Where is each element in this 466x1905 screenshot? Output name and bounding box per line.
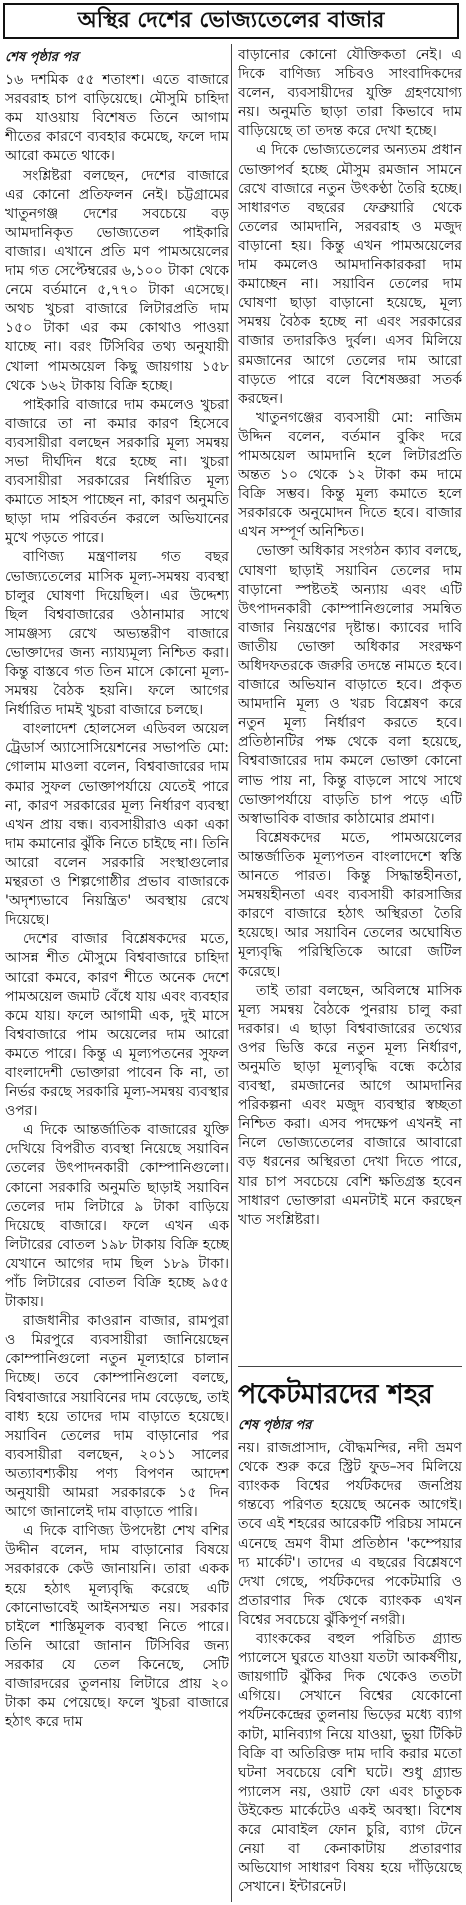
column-divider [231, 44, 232, 1902]
paragraph: বাণিজ্য মন্ত্রণালয় গত বছর ভোজ্যতেলের মাসিক মূল্য-সমন্বয় ব্যবস্থা চালুর ঘোষণা দিয়েছিল। এর উদ্দেশ্য ছিল বিশ্ববাজারের ওঠানামার সাথে সামঞ্জস্য রেখে অভ্যন্তরীণ বাজারে ভোক্তাদের জন্য ন্যায্যমূল্য নিশ্চিত করা। কিন্তু বাস্তবে গত তিন মাসে কোনো মূল্য-সমন্বয় বৈঠক হয়নি। ফলে আগের নির্ধারিত দামই খুচরা বাজারে চলছে। [5, 549, 229, 719]
paragraph: এ দিকে আন্তর্জাতিক বাজারের যুক্তি দেখিয়ে বিপরীত ব্যবস্থা নিয়েছে সয়াবিন তেলের উৎপাদনকারী কোম্পানিগুলো। কোনো সরকারি অনুমতি ছাড়াই সয়াবিন তেলের দাম লিটারে ৯ টাকা বাড়িয়ে দিয়েছে বাজারে। ফলে এখন এক লিটারের বোতল ১৯৮ টাকায় বিক্রি হচ্ছে যেখানে আগের দাম ছিল ১৮৯ টাকা। পাঁচ লিটারের বোতল বিক্রি হচ্ছে ৯৫৫ টাকায়। [5, 1122, 229, 1311]
paragraph: বিশ্লেষকদের মতে, পামঅয়েলের আন্তর্জাতিক মূল্যপতন বাংলাদেশে স্বস্তি আনতে পারত। কিন্তু সিদ্ধান্তহীনতা, সমন্বয়হীনতা এবং ব্যবসায়ী কারসাজির কারণে বাজারে হঠাৎ অস্থিরতা তৈরি হয়েছে। আর সয়াবিন তেলের অঘোষিত মূল্যবৃদ্ধি পরিস্থিতিকে আরো জটিল করেছে। [238, 829, 462, 980]
paragraph: নয়। রাজপ্রাসাদ, বৌদ্ধমন্দির, নদী ভ্রমণ থেকে শুরু করে স্ট্রিট ফুড–সব মিলিয়ে ব্যাংকক বিশ্বের পর্যটকদের জনপ্রিয় গন্তব্যে পরিণত হয়েছে অনেক আগেই। তবে এই শহরের আরেকটি পরিচয় সামনে এনেছে ভ্রমণ বীমা প্রতিষ্ঠান 'কম্পেয়ার দ্য মার্কেট'। তাদের এ বছরের বিশ্লেষণে দেখা গেছে, পর্যটকদের পকেটমারি ও প্রতারণার দিক থেকে ব্যাংকক এখন বিশ্বের সবচেয়ে ঝুঁকিপূর্ণ নগরী। [238, 1440, 462, 1628]
paragraph: বাংলাদেশ হোলসেল এডিবল অয়েল ট্রেডার্স অ্যাসোসিয়েশনের সভাপতি মো: গোলাম মাওলা বলেন, বিশ্ববাজারের দাম কমার সুফল ভোক্তাপর্যায়ে যেতেই পারে না, কারণ সরকারের মূল্য নির্ধারণ ব্যবস্থা এখন প্রায় বন্ধ। ব্যবসায়ীরাও একা একা দাম কমানোর ঝুঁকি নিতে চাইছে না। তিনি আরো বলেন সরকারি সংস্থাগুলোর মন্থরতা ও শিল্পগোষ্ঠীর প্রভাব বাজারকে 'অদৃশ্যভাবে নিয়ন্ত্রিত' অবস্থায় রেখে দিয়েছে। [5, 721, 229, 929]
article-separator [238, 1366, 462, 1367]
article2-headline: পকেটমারদের শহর [238, 1379, 433, 1410]
paragraph: এ দিকে বাণিজ্য উপদেষ্টা শেখ বশির উদ্দীন বলেন, দাম বাড়ানোর বিষয়ে সরকারকে কেউ জানায়নি। তারা একক হয়ে হঠাৎ মূল্যবৃদ্ধি করেছে এটি কোনোভাবেই আইনসম্মত নয়। সরকার চাইলে শাস্তিমূলক ব্যবস্থা নিতে পারে। তিনি আরো জানান টিসিবির জন্য সরকার যে তেল কিনেছে, সেটি বাজারদরের তুলনায় লিটারে প্রায় ২০ টাকা কম পেয়েছে। ফলে খুচরা বাজারে হঠাৎ করে দাম [5, 1523, 229, 1731]
article1-left-column [5, 46, 229, 1902]
paragraph: ব্যাংককের বহুল পরিচিত গ্র্যান্ড প্যালেসে ঘুরতে যাওয়া যতটা আকর্ষণীয়, জায়গাটি ঝুঁকির দিক থেকেও ততটা এগিয়ে। সেখানে বিশ্বের যেকোনো পর্যটনকেন্দ্রের তুলনায় ভিড়ের মধ্যে ব্যাগ কাটা, মানিব্যাগ নিয়ে যাওয়া, ভুয়া টিকিট বিক্রি বা অতিরিক্ত দাম দাবি করার মতো ঘটনা সবচেয়ে বেশি ঘটে। শুধু গ্র্যান্ড প্যালেস নয়, ওয়াট ফো এবং চাতুচক উইকেন্ড মার্কেটেও একই অবস্থা। বিশেষ করে মোবাইল ফোন চুরি, ব্যাগ টেনে নেয়া বা কেনাকাটায় প্রতারণার অভিযোগ সাধারণ বিষয় হয়ে দাঁড়িয়েছে সেখানে। ইন্টারনেট। [238, 1631, 462, 1896]
continued-label: শেষ পৃষ্ঠার পর [238, 1418, 312, 1433]
paragraph: বাড়ানোর কোনো যৌক্তিকতা নেই। এ দিকে বাণিজ্য সচিবও সাংবাদিকদের বলেন, ব্যবসায়ীদের যুক্তি গ্রহণযোগ্য নয়। অনুমতি ছাড়া তারা কিভাবে দাম বাড়িয়েছে তা তদন্ত করে দেখা হচ্ছে। [238, 47, 462, 140]
paragraph: পাইকারি বাজারে দাম কমলেও খুচরা বাজারে তা না কমার কারণ হিসেবে ব্যবসায়ীরা বলছেন সরকারি মূল্য সমন্বয় সভা দীর্ঘদিন ধরে হচ্ছে না। খুচরা ব্যবসায়ীরা সরকারের নির্ধারিত মূল্য কমাতে সাহস পাচ্ছেন না, কারণ অনুমতি ছাড়া দাম পরিবর্তন করলে অভিযানের মুখে পড়তে পারে। [5, 396, 229, 547]
paragraph: খাতুনগঞ্জের ব্যবসায়ী মো: নাজিম উদ্দিন বলেন, বর্তমান বুকিং দরে পামঅয়েল আমদানি হলে লিটারপ্রতি অন্তত ১০ থেকে ১২ টাকা কম দামে বিক্রি সম্ভব। কিন্তু মূল্য কমাতে হলে সরকারকে অনুমোদন দিতে হবে। বাজার এখন সম্পূর্ণ অনিশ্চিত। [238, 409, 462, 541]
paragraph: তাই তারা বলছেন, অবিলম্বে মাসিক মূল্য সমন্বয় বৈঠকে পুনরায় চালু করা দরকার। এ ছাড়া বিশ্ববাজারের তথ্যের ওপর ভিত্তি করে নতুন মূল্য নির্ধারণ, অনুমতি ছাড়া মূল্যবৃদ্ধি বন্ধে কঠোর ব্যবস্থা, রমজানের আগে আমদানির পরিকল্পনা এবং মজুদ ব্যবস্থার স্বচ্ছতা নিশ্চিত করা। এসব পদক্ষেপ এখনই না নিলে ভোজ্যতেলের বাজারে আবারো বড় ধরনের অস্থিরতা দেখা দিতে পারে, যার চাপ সবচেয়ে বেশি ক্ষতিগ্রস্ত হবেন সাধারণ ভোক্তারা এমনটাই মনে করছেন খাত সংশ্লিষ্টরা। [238, 982, 462, 1228]
paragraph: সংশ্লিষ্টরা বলছেন, দেশের বাজারে এর কোনো প্রতিফলন নেই। চট্টগ্রামের খাতুনগঞ্জ দেশের সবচেয়ে বড় আমদানিকৃত ভোজ্যতেল পাইকারি বাজার। এখানে প্রতি মণ পামঅয়েলের দাম গত সেপ্টেম্বরের ৬,১০০ টাকা থেকে নেমে বর্তমানে ৫,৭৭০ টাকা এসেছে। অথচ খুচরা বাজারে লিটারপ্রতি দাম ১৫০ টাকা এর কম কোথাও পাওয়া যাচ্ছে না। বরং টিসিবির তথ্য অনুযায়ী খোলা পামঅয়েল কিছু জায়গায় ১৫৮ থেকে ১৬২ টাকায় বিক্রি হচ্ছে। [5, 167, 229, 394]
article2 [238, 1372, 462, 1902]
main-headline: অস্থির দেশের ভোজ্যতেলের বাজার [3, 3, 459, 39]
article1-right-column [238, 46, 462, 1364]
paragraph: রাজধানীর কাওরান বাজার, রামপুরা ও মিরপুরে ব্যবসায়ীরা জানিয়েছেন কোম্পানিগুলো নতুন মূল্যহারে চালান দিচ্ছে। তবে কোম্পানিগুলো বলছে, বিশ্ববাজারে সয়াবিনের দাম বেড়েছে, তাই বাধ্য হয়ে তাদের দাম বাড়াতে হয়েছে। সয়াবিন তেলের দাম বাড়ানোর পর ব্যবসায়ীরা বলছেন, ২০১১ সালের অত্যাবশ্যকীয় পণ্য বিপণন আদেশ অনুযায়ী আমরা সরকারকে ১৫ দিন আগে জানালেই দাম বাড়াতে পারি। [5, 1313, 229, 1521]
paragraph: ১৬ দশমিক ৫৫ শতাংশ। এতে বাজারে সরবরাহ চাপ বাড়িয়েছে। মৌসুমি চাহিদা কম যাওয়ায় বিশেষত তিনে আগাম শীতের কারণে ব্যবহার কমেছে, ফলে দাম আরো কমতে থাকে। [5, 72, 229, 165]
paragraph: ভোক্তা অধিকার সংগঠন ক্যাব বলছে, ঘোষণা ছাড়াই সয়াবিন তেলের দাম বাড়ানো স্পষ্টতই অন্যায় এবং এটি উৎপাদনকারী কোম্পানিগুলোর সমন্বিত বাজার নিয়ন্ত্রণের দৃষ্টান্ত। ক্যাবের দাবি জাতীয় ভোক্তা অধিকার সংরক্ষণ অধিদফতরকে জরুরি তদন্তে নামতে হবে। বাজারে অভিযান বাড়াতে হবে। প্রকৃত আমদানি মূল্য ও খরচ বিশ্লেষণ করে নতুন মূল্য নির্ধারণ করতে হবে। প্রতিষ্ঠানটির পক্ষ থেকে বলা হয়েছে, বিশ্ববাজারের দাম কমলে ভোক্তা কোনো লাভ পায় না, কিন্তু বাড়লে সাথে সাথে ভোক্তাপর্যায়ে বাড়তি চাপ পড়ে এটি অস্বাভাবিক বাজার কাঠামোর প্রমাণ। [238, 543, 462, 827]
continued-label: শেষ পৃষ্ঠার পর [5, 50, 79, 65]
paragraph: এ দিকে ভোজ্যতেলের অন্যতম প্রধান ভোক্তাপর্ব হচ্ছে মৌসুম রমজান সামনে রেখে বাজারে নতুন উৎকণ্ঠা তৈরি হচ্ছে। সাধারণত বছরের ফেব্রুয়ারি থেকে তেলের আমদানি, সরবরাহ ও মজুদ বাড়ানো হয়। কিন্তু এখন পামঅয়েলের দাম কমলেও আমদানিকারকরা দাম কমাচ্ছেন না। সয়াবিন তেলের দাম ঘোষণা ছাড়া বাড়ানো হয়েছে, মূল্য সমন্বয় বৈঠক হচ্ছে না এবং সরকারের বাজার তদারকিও দুর্বল। এসব মিলিয়ে রমজানের আগে তেলের দাম আরো বাড়তে পারে বলে বিশেষজ্ঞরা সতর্ক করছেন। [238, 142, 462, 407]
paragraph: দেশের বাজার বিশ্লেষকদের মতে, আসন্ন শীত মৌসুমে বিশ্ববাজারে চাহিদা আরো কমবে, কারণ শীতে অনেক দেশে পামঅয়েল জমাট বেঁধে যায় এবং ব্যবহার কমে যায়। ফলে আগামী এক, দুই মাসে বিশ্ববাজারে পাম অয়েলের দাম আরো কমতে পারে। কিন্তু এ মূল্যপতনের সুফল বাংলাদেশী ভোক্তারা পাবেন কি না, তা নির্ভর করছে সরকারি মূল্য-সমন্বয় ব্যবস্থার ওপর। [5, 931, 229, 1120]
